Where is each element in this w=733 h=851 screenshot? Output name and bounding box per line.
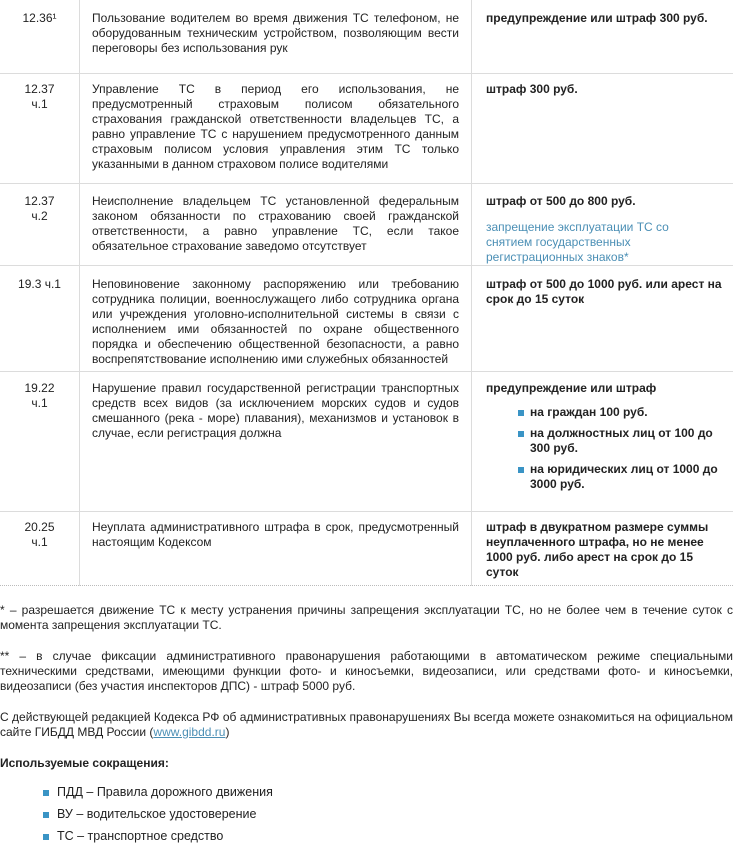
official-source-close: ): [225, 725, 229, 739]
article-cell: [0, 266, 80, 372]
bullet-icon: [518, 410, 524, 416]
description-cell: [80, 372, 472, 512]
bullet-icon: [43, 834, 49, 840]
article-cell: [0, 512, 80, 586]
gibdd-link[interactable]: www.gibdd.ru: [153, 725, 225, 739]
article-cell: [0, 184, 80, 266]
table-row: [0, 372, 733, 512]
penalty-subitem: на юридических лиц от 1000 до 3000 руб.: [518, 462, 718, 492]
list-item: ВУ – водительское удостоверение: [43, 807, 733, 829]
penalty-cell: [472, 372, 733, 512]
article-part: ч.1: [0, 396, 79, 411]
abbreviations-title: Используемые сокращения:: [0, 756, 733, 771]
bullet-icon: [518, 467, 524, 473]
table-row: [0, 0, 733, 74]
bullet-icon: [43, 790, 49, 796]
penalty-cell: [472, 74, 733, 184]
description-cell: [80, 512, 472, 586]
penalty-extra-note: запрещение эксплуатации ТС со снятием государственных регистрационных знаков*: [486, 220, 686, 265]
article-number: 20.25: [0, 520, 79, 535]
article-part: ч.2: [0, 209, 79, 224]
footnote-1: * – разрешается движение ТС к месту устранения причины запрещения эксплуатации ТС, но не более чем в течение суток с момента запрещения эксплуатации ТС.: [0, 603, 733, 633]
description-cell: [80, 0, 472, 74]
article-part: ч.1: [0, 97, 79, 112]
footnote-2: ** – в случае фиксации административного правонарушения работающими в автоматическом режиме специальными техническими средствами, имеющими функции фото- и киносъемки, видеозаписи, или средствами фото- и киносъемки, видеозаписи (без участия инспекторов ДПС) - штраф 5000 руб.: [0, 649, 733, 694]
description-cell: [80, 74, 472, 184]
penalty-text: штраф в двукратном размере суммы неуплаченного штрафа, но не менее 1000 руб. либо арест на срок до 15 суток: [486, 520, 726, 580]
penalty-text: штраф от 500 до 1000 руб. или арест на срок до 15 суток: [486, 277, 726, 307]
official-source-note: [0, 710, 733, 740]
penalty-subitem: на граждан 100 руб.: [518, 405, 718, 420]
penalty-text: штраф от 500 до 800 руб.: [486, 194, 726, 209]
list-item: ТС – транспортное средство: [43, 829, 733, 851]
violation-description: Неуплата административного штрафа в срок, предусмотренный настоящим Кодексом: [92, 520, 459, 550]
penalty-text: предупреждение или штраф 300 руб.: [486, 11, 726, 26]
article-number: 19.3 ч.1: [0, 277, 79, 292]
violation-description: Управление ТС в период его использования, не предусмотренный страховым полисом обязательного страхования гражданской ответственности владельцев ТС, а равно управление ТС с нарушением предусмотренного данным страховым полисом условия управления этим ТС только указанными в данном страховом полисе водителями: [92, 82, 459, 172]
article-cell: [0, 74, 80, 184]
footnotes: [0, 603, 733, 851]
bullet-icon: [518, 431, 524, 437]
description-cell: [80, 184, 472, 266]
penalty-cell: [472, 266, 733, 372]
article-cell: [0, 372, 80, 512]
penalty-subitems: [472, 405, 718, 492]
violation-description: Неисполнение владельцем ТС установленной федеральным законом обязанности по страхованию своей гражданской ответственности, а равно управление ТС, если такое обязательное страхование заведомо отсутствует: [92, 194, 459, 254]
article-number: 12.37: [0, 194, 79, 209]
table-row: [0, 74, 733, 184]
violation-description: Пользование водителем во время движения ТС телефоном, не оборудованным техническим устройством, позволяющим вести переговоры без использования рук: [92, 11, 459, 56]
penalty-cell: [472, 184, 733, 266]
penalty-cell: [472, 512, 733, 586]
list-item: ПДД – Правила дорожного движения: [43, 785, 733, 807]
official-source-text: С действующей редакцией Кодекса РФ об административных правонарушениях Вы всегда можете ознакомиться на официальном сайте ГИБДД МВД России (: [0, 710, 733, 739]
violation-description: Неповиновение законному распоряжению или требованию сотрудника полиции, военнослужащего либо сотрудника органа или учреждения уголовно-исполнительной системы в связи с исполнением ими обязанностей по охране общественного порядка и обеспечению общественной безопасности, а равно воспрепятствование исполнению ими служебных обязанностей: [92, 277, 459, 367]
article-cell: [0, 0, 80, 74]
article-number: 12.37: [0, 82, 79, 97]
penalty-cell: [472, 0, 733, 74]
bullet-icon: [43, 812, 49, 818]
penalty-text: штраф 300 руб.: [486, 82, 726, 97]
description-cell: [80, 266, 472, 372]
penalty-text: предупреждение или штраф: [486, 381, 726, 396]
violation-description: Нарушение правил государственной регистрации транспортных средств всех видов (за исключением морских судов и судов смешанного (река - море) плавания), механизмов и установок в случае, если регистрация должна: [92, 381, 459, 441]
table-row: [0, 266, 733, 372]
penalty-subitem: на должностных лиц от 100 до 300 руб.: [518, 426, 718, 456]
table-row: [0, 512, 733, 586]
article-part: ч.1: [0, 535, 79, 550]
article-number: 19.22: [0, 381, 79, 396]
table-row: [0, 184, 733, 266]
abbreviations-list: [0, 785, 733, 851]
article-number: 12.36¹: [0, 11, 79, 26]
